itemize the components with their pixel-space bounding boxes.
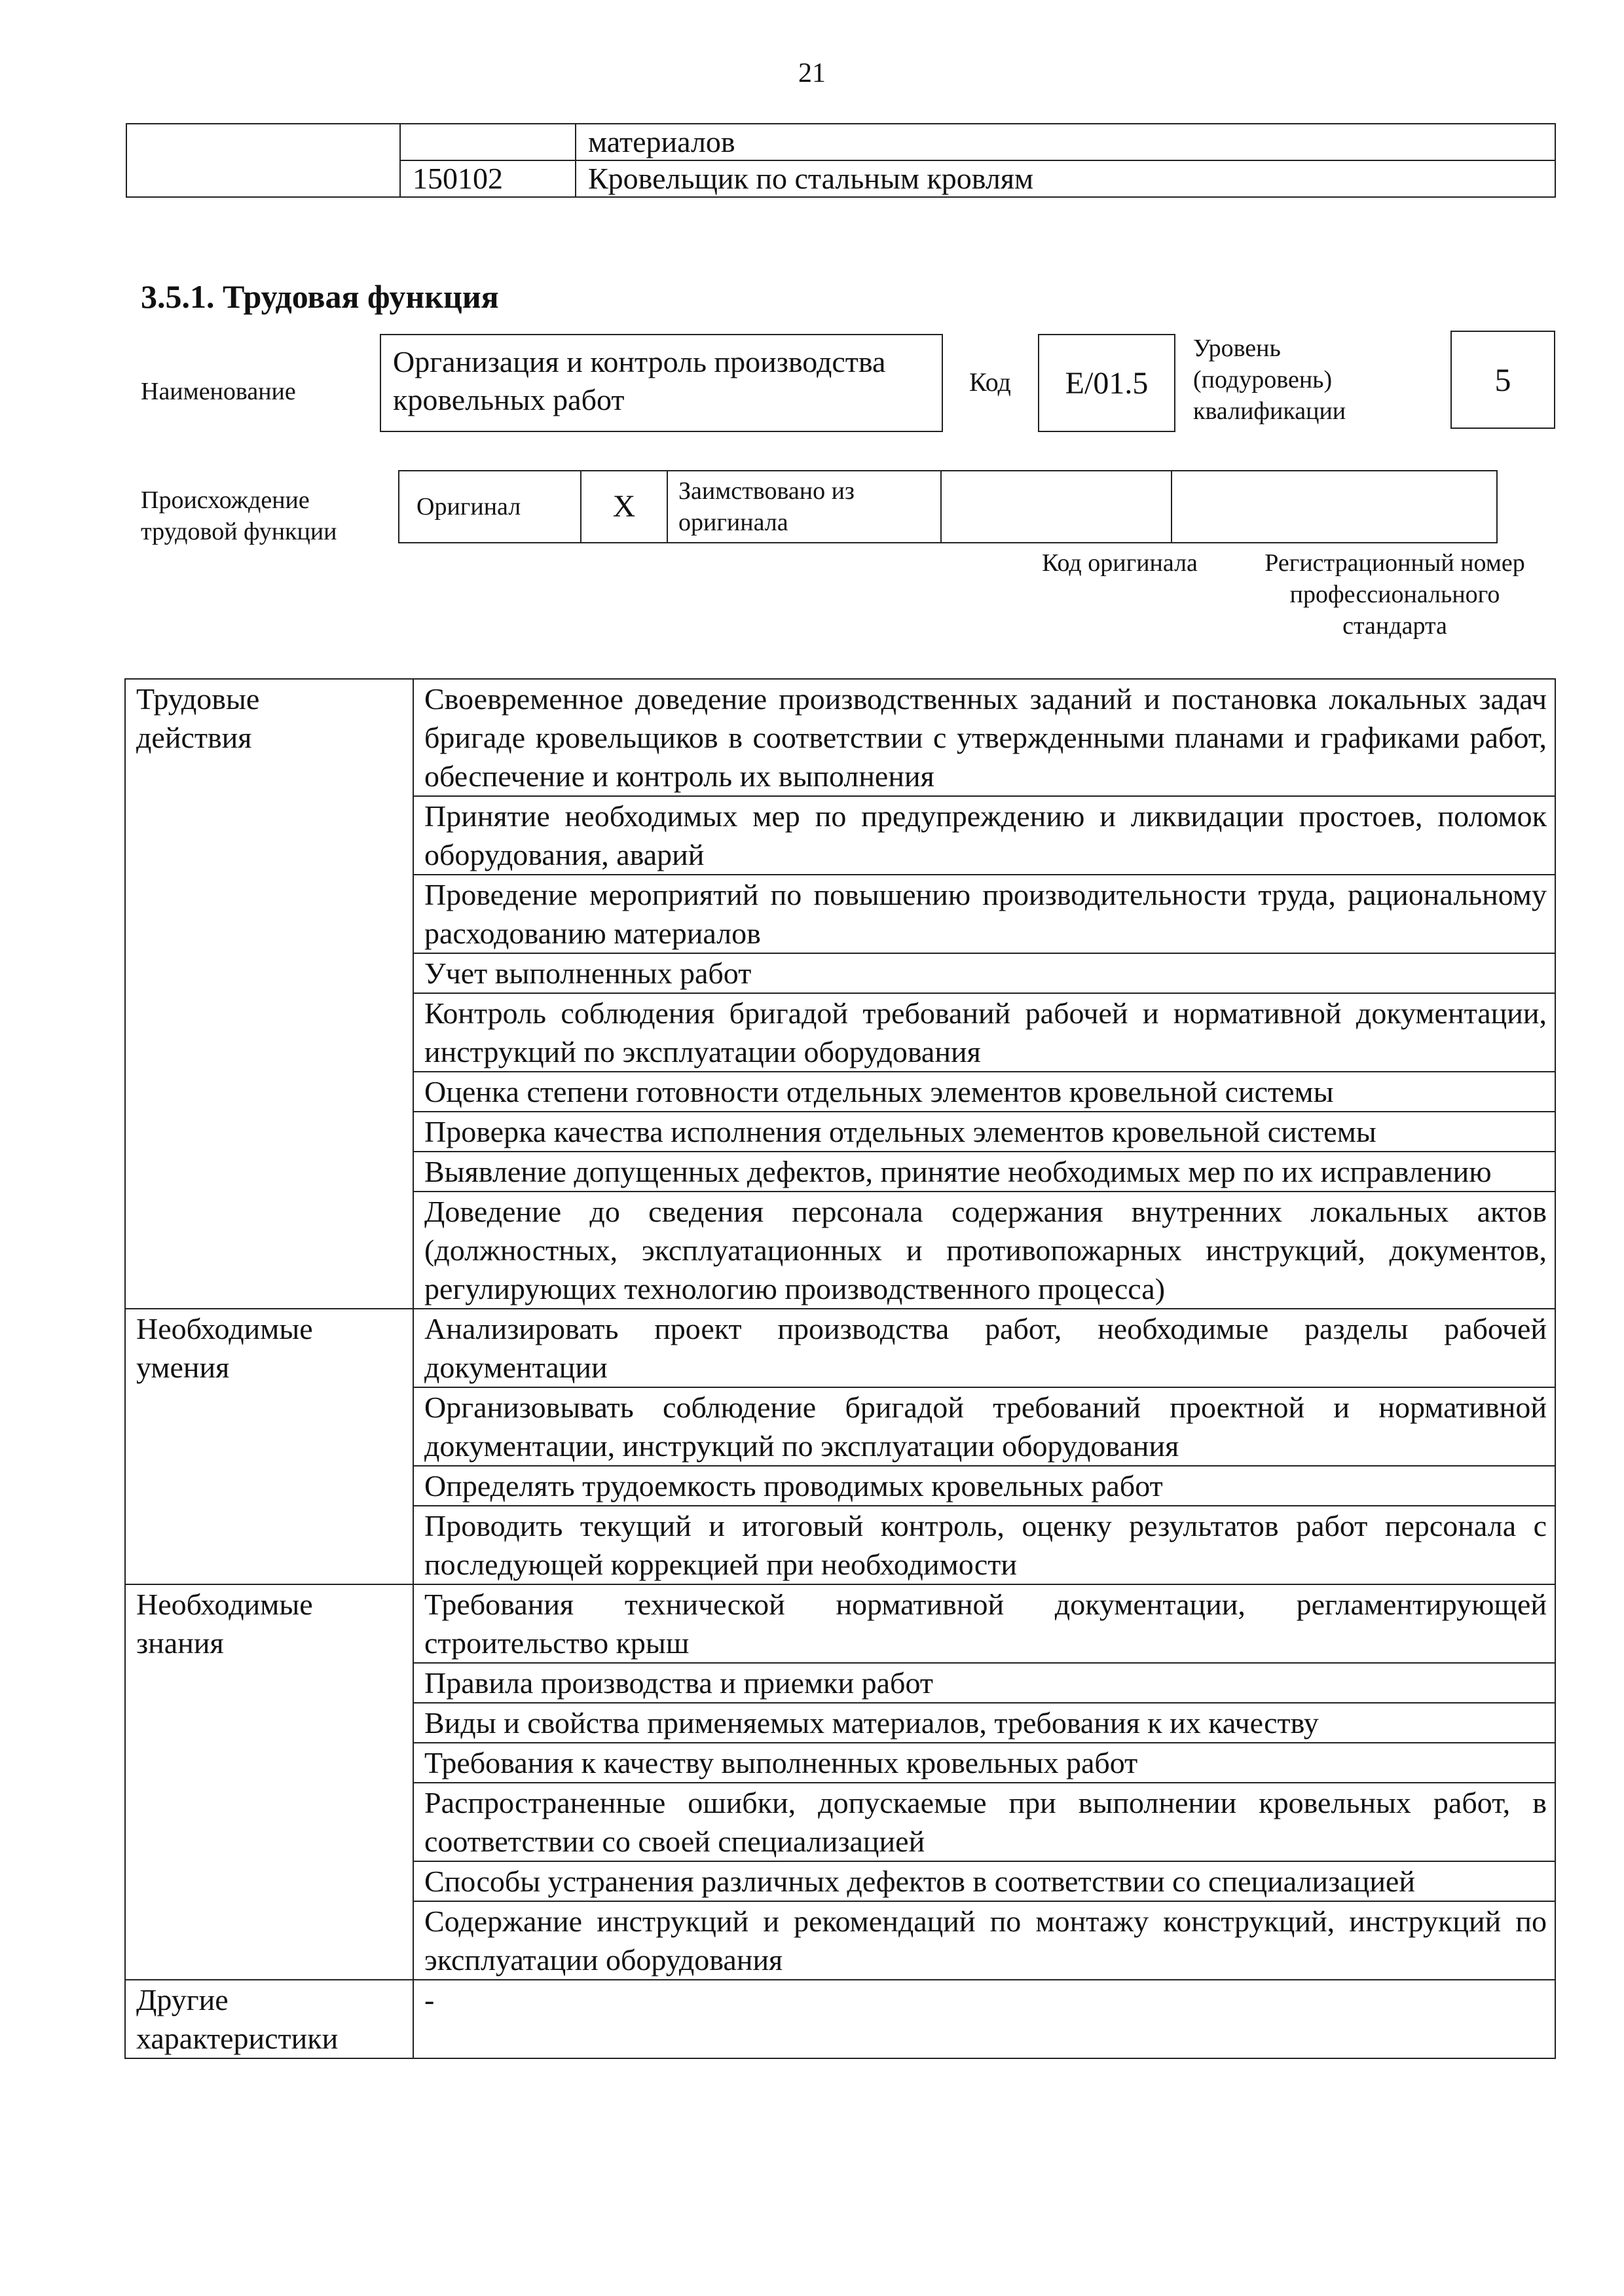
section-heading-skills: Необходимые умения: [125, 1309, 413, 1584]
reg-number-caption: Регистрационный номер профессионального стандарта: [1264, 549, 1525, 640]
code-value-box: E/01.5: [1038, 334, 1175, 432]
list-item: Оценка степени готовности отдельных элементов кровельной системы: [413, 1072, 1555, 1112]
original-label-cell: Оригинал: [399, 471, 581, 543]
list-item: Учет выполненных работ: [413, 953, 1555, 993]
code-cell: 150102: [400, 160, 576, 197]
function-name-box: Организация и контроль производства кровельных работ: [380, 334, 943, 432]
occupation-cell: материалов: [576, 124, 1555, 160]
qualification-level-label: Уровень (подуровень) квалификации: [1193, 335, 1346, 425]
list-item: Требования технической нормативной документации, регламентирующей строительство крыш: [413, 1584, 1555, 1663]
table-row: [126, 124, 1555, 160]
code-original-caption: Код оригинала: [1042, 549, 1198, 577]
origin-label: Происхождение трудовой функции: [141, 486, 337, 545]
list-item: Принятие необходимых мер по предупреждению и ликвидации простоев, поломок оборудования, аварий: [413, 796, 1555, 875]
section-title: 3.5.1. Трудовая функция: [141, 278, 499, 315]
table-row: [125, 1584, 1555, 1663]
list-item: Проведение мероприятий по повышению производительности труда, рациональному расходованию материалов: [413, 875, 1555, 953]
list-item: Правила производства и приемки работ: [413, 1663, 1555, 1703]
code-original-cell: [941, 471, 1172, 543]
section-heading-other: Другие характеристики: [125, 1980, 413, 2058]
table-row: [125, 1309, 1555, 1387]
original-mark-cell: X: [581, 471, 667, 543]
continuation-table: [126, 123, 1556, 198]
list-item: Контроль соблюдения бригадой требований рабочей и нормативной документации, инструкций по эксплуатации оборудования: [413, 993, 1555, 1072]
empty-cell: [126, 124, 400, 197]
list-item: Проверка качества исполнения отдельных элементов кровельной системы: [413, 1112, 1555, 1152]
table-row: [399, 471, 1497, 543]
list-item: Распространенные ошибки, допускаемые при выполнении кровельных работ, в соответствии со своей специализацией: [413, 1783, 1555, 1861]
list-item: Выявление допущенных дефектов, принятие необходимых мер по их исправлению: [413, 1152, 1555, 1192]
reg-number-cell: [1172, 471, 1497, 543]
list-item: Организовывать соблюдение бригадой требований проектной и нормативной документации, инструкций по эксплуатации оборудования: [413, 1387, 1555, 1466]
list-item: Виды и свойства применяемых материалов, требования к их качеству: [413, 1703, 1555, 1743]
qualification-level-box: 5: [1450, 331, 1555, 429]
list-item: Своевременное доведение производственных заданий и постановка локальных задач бригаде кровельщиков в соответствии с утвержденными планами и графиками работ, обеспечение и контроль их выполнения: [413, 679, 1555, 796]
section-heading-labor-actions: Трудовые действия: [125, 679, 413, 1309]
table-row: [125, 1980, 1555, 2058]
list-item: Проводить текущий и итоговый контроль, оценку результатов работ персонала с последующей коррекцией при необходимости: [413, 1506, 1555, 1584]
section-heading-knowledge: Необходимые знания: [125, 1584, 413, 1980]
list-item: Содержание инструкций и рекомендаций по монтажу конструкций, инструкций по эксплуатации оборудования: [413, 1901, 1555, 1980]
list-item: -: [413, 1980, 1555, 2058]
origin-table: [398, 470, 1498, 543]
list-item: Анализировать проект производства работ, необходимые разделы рабочей документации: [413, 1309, 1555, 1387]
code-cell: [400, 124, 576, 160]
code-label: Код: [969, 367, 1011, 397]
borrowed-label-cell: Заимствовано из оригинала: [667, 471, 941, 543]
page-number: 21: [798, 58, 826, 88]
labor-function-table: [124, 678, 1556, 2059]
list-item: Требования к качеству выполненных кровельных работ: [413, 1743, 1555, 1783]
name-label: Наименование: [141, 378, 296, 405]
list-item: Доведение до сведения персонала содержания внутренних локальных актов (должностных, эксплуатационных и противопожарных инструкций, документов, регулирующих технологию производственного процесса): [413, 1192, 1555, 1309]
list-item: Способы устранения различных дефектов в соответствии со специализацией: [413, 1861, 1555, 1901]
table-row: [125, 679, 1555, 796]
list-item: Определять трудоемкость проводимых кровельных работ: [413, 1466, 1555, 1506]
occupation-cell: Кровельщик по стальным кровлям: [576, 160, 1555, 197]
